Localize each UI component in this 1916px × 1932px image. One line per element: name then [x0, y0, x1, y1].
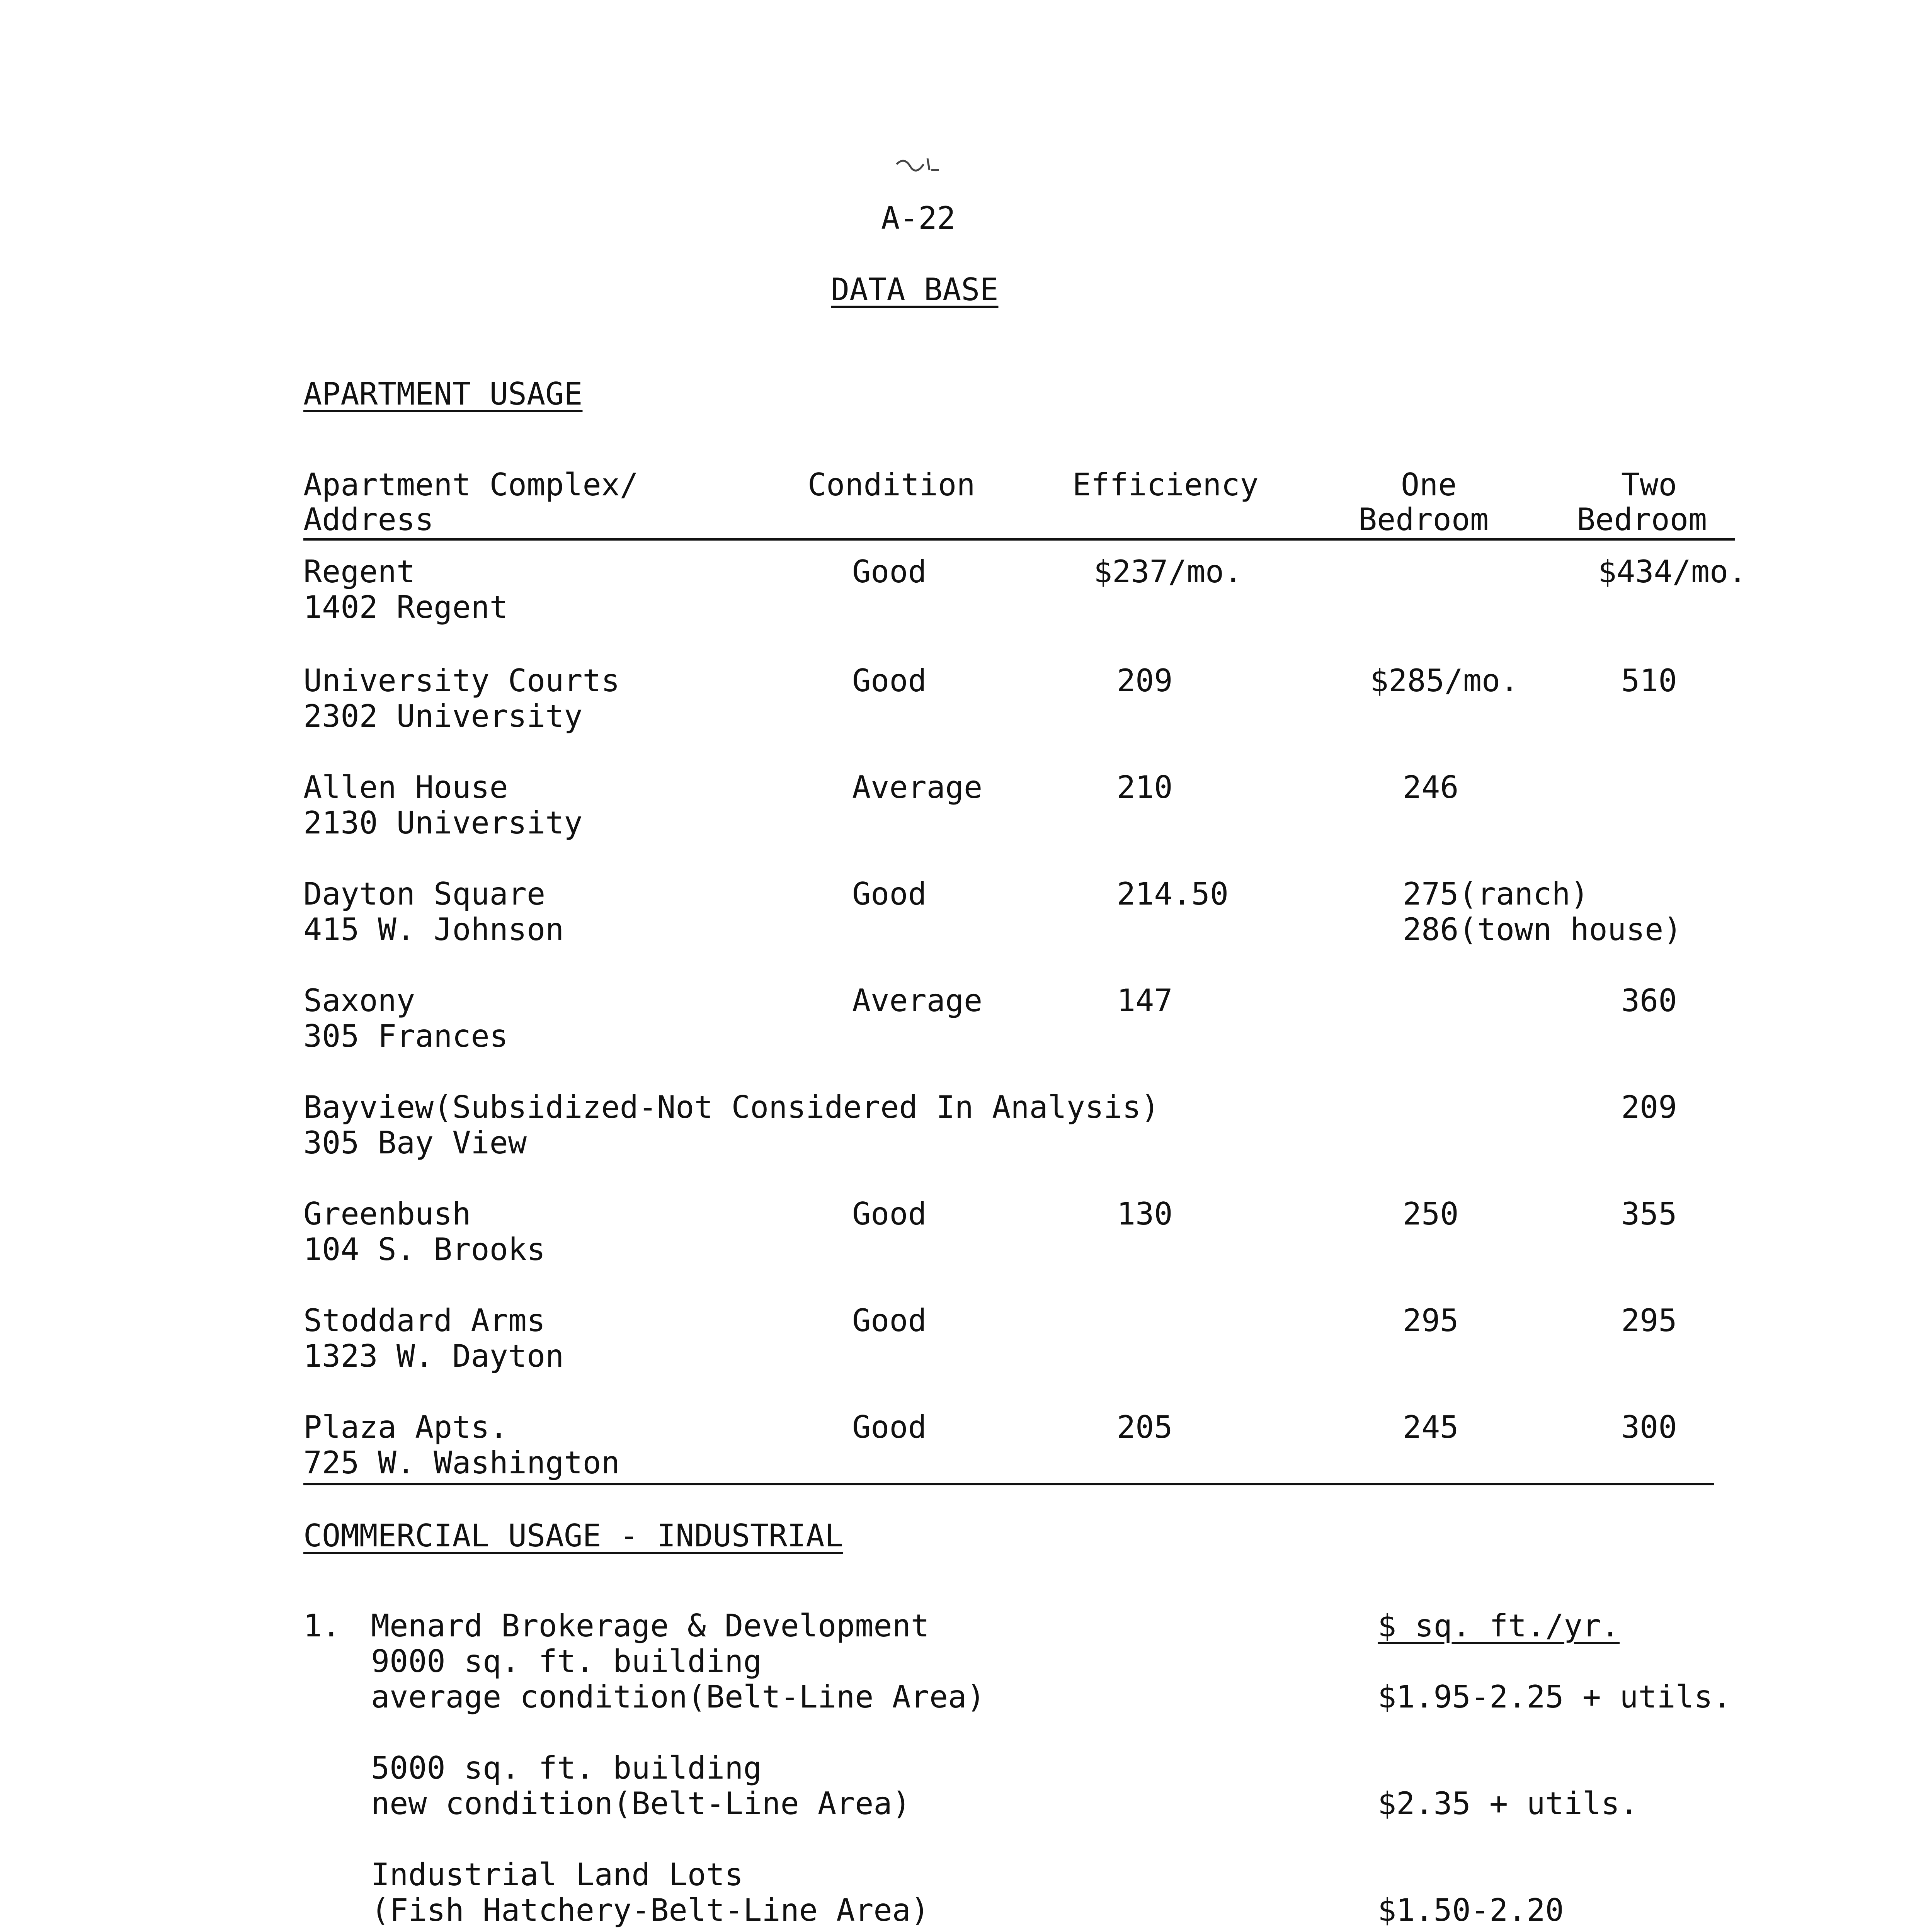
header-efficiency: Efficiency: [1072, 467, 1259, 503]
item-detail: Industrial Land Lots: [371, 1857, 744, 1893]
page-number: A-22: [881, 200, 956, 236]
item-name: Menard Brokerage & Development: [371, 1608, 929, 1644]
item-detail: (Fish Hatchery-Belt-Line Area): [371, 1892, 929, 1928]
row-address: 2302 University: [303, 698, 583, 734]
item-price: $1.95-2.25 + utils.: [1378, 1679, 1732, 1715]
row-address: 2130 University: [303, 805, 583, 841]
row-name: Plaza Apts.: [303, 1409, 508, 1445]
header-two-bedroom: Bedroom: [1577, 502, 1707, 537]
row-address: 1402 Regent: [303, 589, 508, 625]
item-detail: 5000 sq. ft. building: [371, 1750, 762, 1786]
row-name: Stoddard Arms: [303, 1303, 546, 1338]
row-efficiency: 205: [1117, 1409, 1173, 1445]
row-efficiency: 209: [1117, 663, 1173, 699]
row-one-bedroom: 246: [1403, 769, 1459, 805]
row-condition: Good: [852, 1196, 927, 1232]
row-address: 1323 W. Dayton: [303, 1338, 564, 1374]
header-condition: Condition: [808, 467, 975, 503]
row-two-bedroom: $434/mo.: [1598, 554, 1747, 590]
header-address: Address: [303, 502, 434, 537]
row-one-bedroom-alt: 286(town house): [1403, 912, 1682, 947]
row-condition: Average: [852, 983, 983, 1019]
row-condition: Good: [852, 663, 927, 699]
row-condition: Good: [852, 554, 927, 590]
row-efficiency: $237/mo.: [1094, 554, 1243, 590]
header-two: Two: [1621, 467, 1677, 503]
row-condition: Average: [852, 769, 983, 805]
row-name: Regent: [303, 554, 415, 590]
row-two-bedroom: 360: [1621, 983, 1677, 1019]
row-name: Greenbush: [303, 1196, 471, 1232]
row-name: Dayton Square: [303, 876, 546, 912]
item-price: $2.35 + utils.: [1378, 1786, 1639, 1821]
row-efficiency: 147: [1117, 983, 1173, 1019]
price-header: $ sq. ft./yr.: [1378, 1608, 1620, 1644]
row-efficiency: 130: [1117, 1196, 1173, 1232]
item-detail: 9000 sq. ft. building: [371, 1643, 762, 1679]
page-title: DATA BASE: [831, 272, 999, 308]
apartment-heading: APARTMENT USAGE: [303, 376, 583, 412]
item-detail: average condition(Belt-Line Area): [371, 1679, 985, 1715]
row-two-bedroom: 300: [1621, 1409, 1677, 1445]
item-price: $1.50-2.20: [1378, 1892, 1564, 1928]
row-address: 415 W. Johnson: [303, 912, 564, 947]
row-one-bedroom: 250: [1403, 1196, 1459, 1232]
row-address: 305 Bay View: [303, 1125, 527, 1161]
header-complex: Apartment Complex/: [303, 467, 638, 503]
row-address: 725 W. Washington: [303, 1445, 620, 1481]
row-two-bedroom: 355: [1621, 1196, 1677, 1232]
commercial-heading: COMMERCIAL USAGE - INDUSTRIAL: [303, 1518, 843, 1554]
row-one-bedroom: 295: [1403, 1303, 1459, 1338]
row-condition: Good: [852, 1303, 927, 1338]
row-two-bedroom: 209: [1621, 1089, 1677, 1125]
row-name: Allen House: [303, 769, 508, 805]
header-one: One: [1401, 467, 1457, 503]
row-two-bedroom: 295: [1621, 1303, 1677, 1338]
handwritten-mark: [893, 153, 943, 176]
row-two-bedroom: 510: [1621, 663, 1677, 699]
row-one-bedroom: 245: [1403, 1409, 1459, 1445]
row-address: 104 S. Brooks: [303, 1231, 546, 1267]
table-bottom-rule: [303, 1483, 1714, 1485]
item-number: 1.: [303, 1608, 341, 1644]
row-condition: Good: [852, 1409, 927, 1445]
row-efficiency: 214.50: [1117, 876, 1229, 912]
row-name: University Courts: [303, 663, 620, 699]
row-efficiency: 210: [1117, 769, 1173, 805]
row-condition: Good: [852, 876, 927, 912]
row-name: Saxony: [303, 983, 415, 1019]
row-address: 305 Frances: [303, 1018, 508, 1054]
item-detail: new condition(Belt-Line Area): [371, 1786, 911, 1821]
header-one-bedroom: Bedroom: [1358, 502, 1489, 537]
header-rule: [303, 538, 1735, 541]
row-name: Bayview(Subsidized-Not Considered In Analysis): [303, 1089, 1160, 1125]
row-one-bedroom: $285/mo.: [1370, 663, 1519, 699]
row-one-bedroom: 275(ranch): [1403, 876, 1589, 912]
